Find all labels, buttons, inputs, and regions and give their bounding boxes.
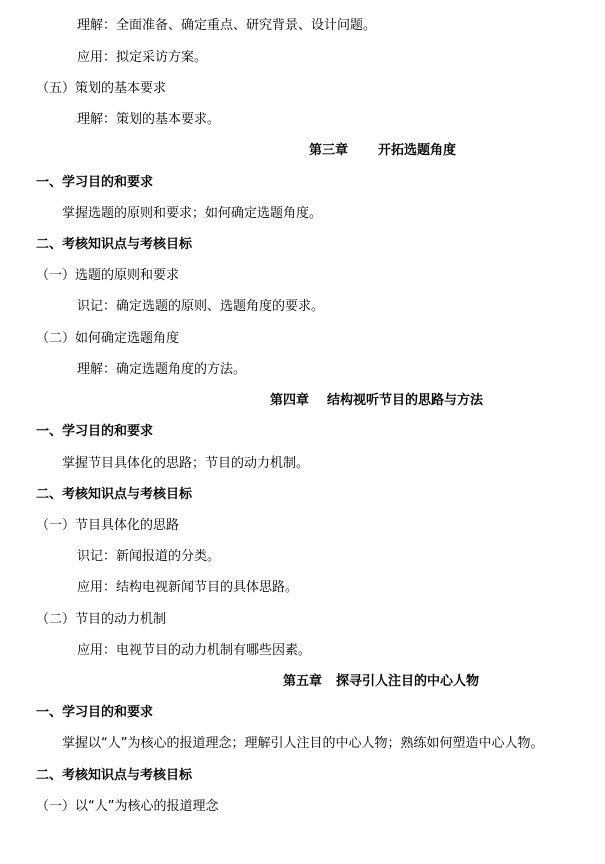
section-heading: 二、考核知识点与考核目标 [36,487,193,502]
chapter-number: 第四章 [270,393,310,408]
section-heading: 二、考核知识点与考核目标 [36,237,193,252]
chapter-heading [309,143,456,159]
item-line: 理解：全面准备、确定重点、研究背景、设计问题。 [77,18,377,33]
chapter-heading [283,674,479,690]
item-line: 理解：确定选题角度的方法。 [77,362,247,377]
chapter-title: 开拓选题角度 [378,143,457,158]
item-line: 应用：拟定采访方案。 [77,50,208,65]
chapter-number: 第五章 [283,674,323,689]
chapter-title: 探寻引人注目的中心人物 [336,674,480,689]
subsection-heading: （二）节目的动力机制 [36,612,167,627]
subsection-heading: （一）以“人”为核心的报道理念 [36,799,219,814]
item-line: 识记：确定选题的原则、选题角度的要求。 [77,299,325,314]
subsection-heading: （五）策划的基本要求 [36,81,167,96]
chapter-heading [270,393,483,409]
section-heading: 二、考核知识点与考核目标 [36,768,193,783]
section-heading: 一、学习目的和要求 [36,424,154,439]
item-line: 应用：结构电视新闻节目的具体思路。 [77,580,299,595]
section-heading: 一、学习目的和要求 [36,705,154,720]
chapter-title: 结构视听节目的思路与方法 [327,393,484,408]
item-line: 理解：策划的基本要求。 [77,112,221,127]
item-line: 应用：电视节目的动力机制有哪些因素。 [77,643,312,658]
section-heading: 一、学习目的和要求 [36,175,154,190]
chapter-number: 第三章 [309,143,349,158]
subsection-heading: （二）如何确定选题角度 [36,331,180,346]
subsection-heading: （一）选题的原则和要求 [36,268,180,283]
paragraph: 掌握选题的原则和要求；如何确定选题角度。 [62,206,323,221]
subsection-heading: （一）节目具体化的思路 [36,518,180,533]
paragraph: 掌握以“人”为核心的报道理念；理解引人注目的中心人物；熟练如何塑造中心人物。 [62,736,544,751]
paragraph: 掌握节目具体化的思路；节目的动力机制。 [62,456,310,471]
item-line: 识记：新闻报道的分类。 [77,549,221,564]
